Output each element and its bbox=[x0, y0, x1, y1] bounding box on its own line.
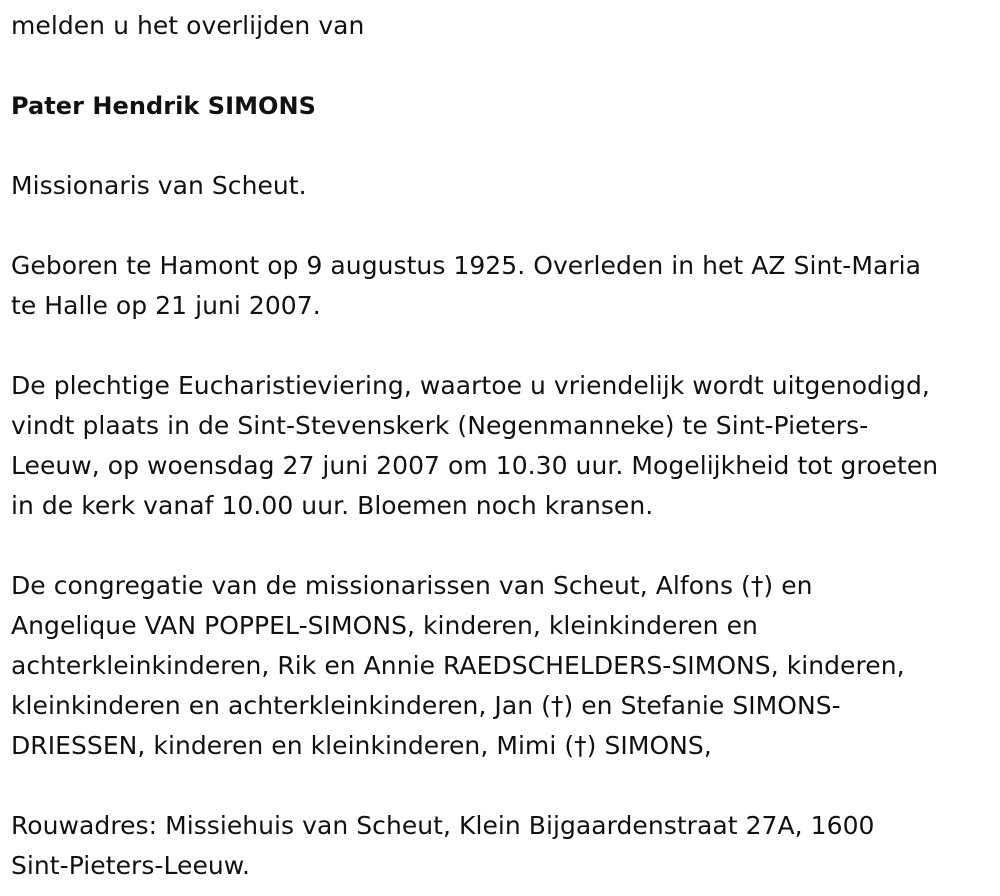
address-paragraph bbox=[11, 806, 993, 886]
paragraph-line: Sint-Pieters-Leeuw. bbox=[11, 851, 250, 880]
paragraph-line: te Halle op 21 juni 2007. bbox=[11, 291, 321, 320]
spacer bbox=[11, 126, 993, 166]
paragraph-line: vindt plaats in de Sint-Stevenskerk (Negenmanneke) te Sint-Pieters- bbox=[11, 411, 869, 440]
paragraph-line: De congregatie van de missionarissen van Scheut, Alfons (†) en bbox=[11, 571, 813, 600]
spacer bbox=[11, 326, 993, 366]
spacer bbox=[11, 206, 993, 246]
spacer bbox=[11, 526, 993, 566]
paragraph-line: Geboren te Hamont op 9 augustus 1925. Overleden in het AZ Sint-Maria bbox=[11, 251, 922, 280]
spacer bbox=[11, 46, 993, 86]
spacer bbox=[11, 766, 993, 806]
service-paragraph bbox=[11, 366, 993, 526]
deceased-name: Pater Hendrik SIMONS bbox=[11, 92, 316, 120]
paragraph-line: Leeuw, op woensdag 27 juni 2007 om 10.30 uur. Mogelijkheid tot groeten bbox=[11, 451, 939, 480]
death-notice bbox=[11, 6, 993, 886]
paragraph-line: achterkleinkinderen, Rik en Annie RAEDSCHELDERS-SIMONS, kinderen, bbox=[11, 651, 905, 680]
family-paragraph bbox=[11, 566, 993, 766]
paragraph-line: DRIESSEN, kinderen en kleinkinderen, Mimi (†) SIMONS, bbox=[11, 731, 712, 760]
intro-text: melden u het overlijden van bbox=[11, 11, 365, 40]
paragraph-line: kleinkinderen en achterkleinkinderen, Jan (†) en Stefanie SIMONS- bbox=[11, 691, 841, 720]
paragraph-line: in de kerk vanaf 10.00 uur. Bloemen noch kransen. bbox=[11, 491, 654, 520]
paragraph-line: De plechtige Eucharistieviering, waartoe u vriendelijk wordt uitgenodigd, bbox=[11, 371, 930, 400]
birth-death-paragraph bbox=[11, 246, 993, 326]
paragraph-line: Rouwadres: Missiehuis van Scheut, Klein Bijgaardenstraat 27A, 1600 bbox=[11, 811, 875, 840]
deceased-title: Missionaris van Scheut. bbox=[11, 171, 307, 200]
paragraph-line: Angelique VAN POPPEL-SIMONS, kinderen, kleinkinderen en bbox=[11, 611, 758, 640]
